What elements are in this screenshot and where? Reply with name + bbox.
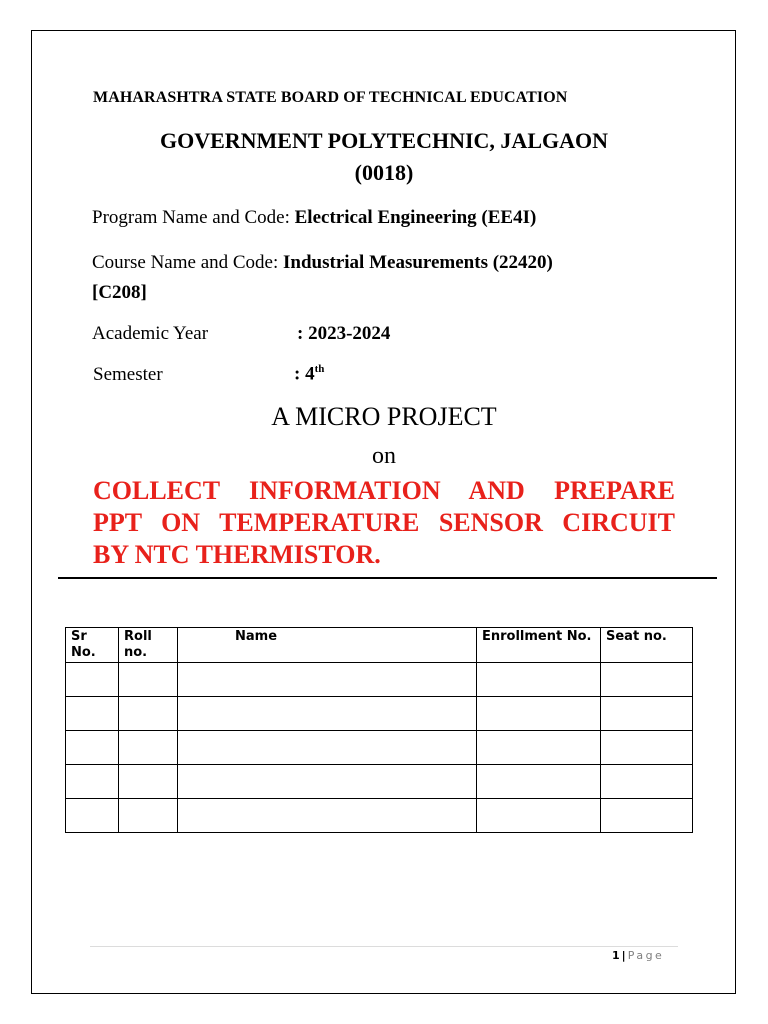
page-number-value: 1 — [612, 949, 620, 962]
course-value: Industrial Measurements (22420) — [283, 252, 553, 273]
college-code: (0018) — [354, 160, 414, 185]
table-cell[interactable] — [119, 697, 178, 731]
table-cell[interactable] — [601, 697, 693, 731]
project-on: on — [372, 443, 396, 469]
table-cell[interactable] — [601, 731, 693, 765]
table-cell[interactable] — [119, 799, 178, 833]
table-cell[interactable] — [178, 799, 477, 833]
table-row — [66, 663, 693, 697]
table-cell[interactable] — [66, 697, 119, 731]
course-line-2 — [92, 282, 147, 304]
topic-line-2: PPT ON TEMPERATURE SENSOR CIRCUIT — [93, 508, 675, 537]
divider — [58, 577, 717, 579]
table-cell[interactable] — [66, 663, 119, 697]
academic-year-label: Academic Year — [92, 323, 209, 344]
topic-line-3: BY NTC THERMISTOR. — [93, 540, 381, 569]
table-cell[interactable] — [601, 765, 693, 799]
table-header-row — [66, 628, 693, 663]
table-cell[interactable] — [119, 765, 178, 799]
topic-line-1: COLLECT INFORMATION AND PREPARE — [93, 476, 675, 505]
table-cell[interactable] — [477, 799, 601, 833]
academic-year-value — [297, 323, 390, 345]
table-row — [66, 731, 693, 765]
footer-divider — [90, 946, 678, 947]
course-value-2: [C208] — [92, 282, 147, 303]
header-sr-no: Sr No. — [66, 628, 119, 663]
course-line — [92, 252, 553, 274]
table-cell[interactable] — [66, 799, 119, 833]
project-heading: A MICRO PROJECT — [271, 402, 497, 431]
header-roll-no: Roll no. — [119, 628, 178, 663]
page-label: Page — [627, 949, 665, 962]
page-number — [612, 949, 664, 962]
table-row — [66, 697, 693, 731]
table-cell[interactable] — [477, 663, 601, 697]
semester-label: Semester — [93, 364, 163, 385]
table-cell[interactable] — [601, 663, 693, 697]
table-cell[interactable] — [119, 731, 178, 765]
table-cell[interactable] — [178, 731, 477, 765]
program-value: Electrical Engineering (EE4I) — [294, 207, 537, 228]
student-table — [65, 627, 693, 833]
program-label: Program Name and Code: — [92, 207, 290, 228]
header-enrollment-no: Enrollment No. — [477, 628, 601, 663]
semester-value — [294, 363, 324, 385]
academic-year-text: : 2023-2024 — [297, 323, 391, 344]
page-separator: | — [621, 949, 626, 962]
table-cell[interactable] — [66, 765, 119, 799]
project-topic — [93, 475, 675, 571]
header-seat-no: Seat no. — [601, 628, 693, 663]
table-cell[interactable] — [119, 663, 178, 697]
table-row — [66, 799, 693, 833]
header-name: Name — [178, 628, 477, 663]
table-cell[interactable] — [477, 765, 601, 799]
board-name: MAHARASHTRA STATE BOARD OF TECHNICAL EDUCATION — [93, 89, 568, 106]
semester-suffix: th — [314, 363, 325, 375]
college-name: GOVERNMENT POLYTECHNIC, JALGAON — [159, 128, 608, 153]
table-cell[interactable] — [178, 663, 477, 697]
table-cell[interactable] — [178, 697, 477, 731]
table-cell[interactable] — [178, 765, 477, 799]
table-cell[interactable] — [66, 731, 119, 765]
table-cell[interactable] — [601, 799, 693, 833]
table-cell[interactable] — [477, 697, 601, 731]
course-label: Course Name and Code: — [92, 252, 279, 273]
table-cell[interactable] — [477, 731, 601, 765]
semester-text: : 4 — [294, 363, 315, 385]
table-row — [66, 765, 693, 799]
program-line — [92, 207, 536, 229]
